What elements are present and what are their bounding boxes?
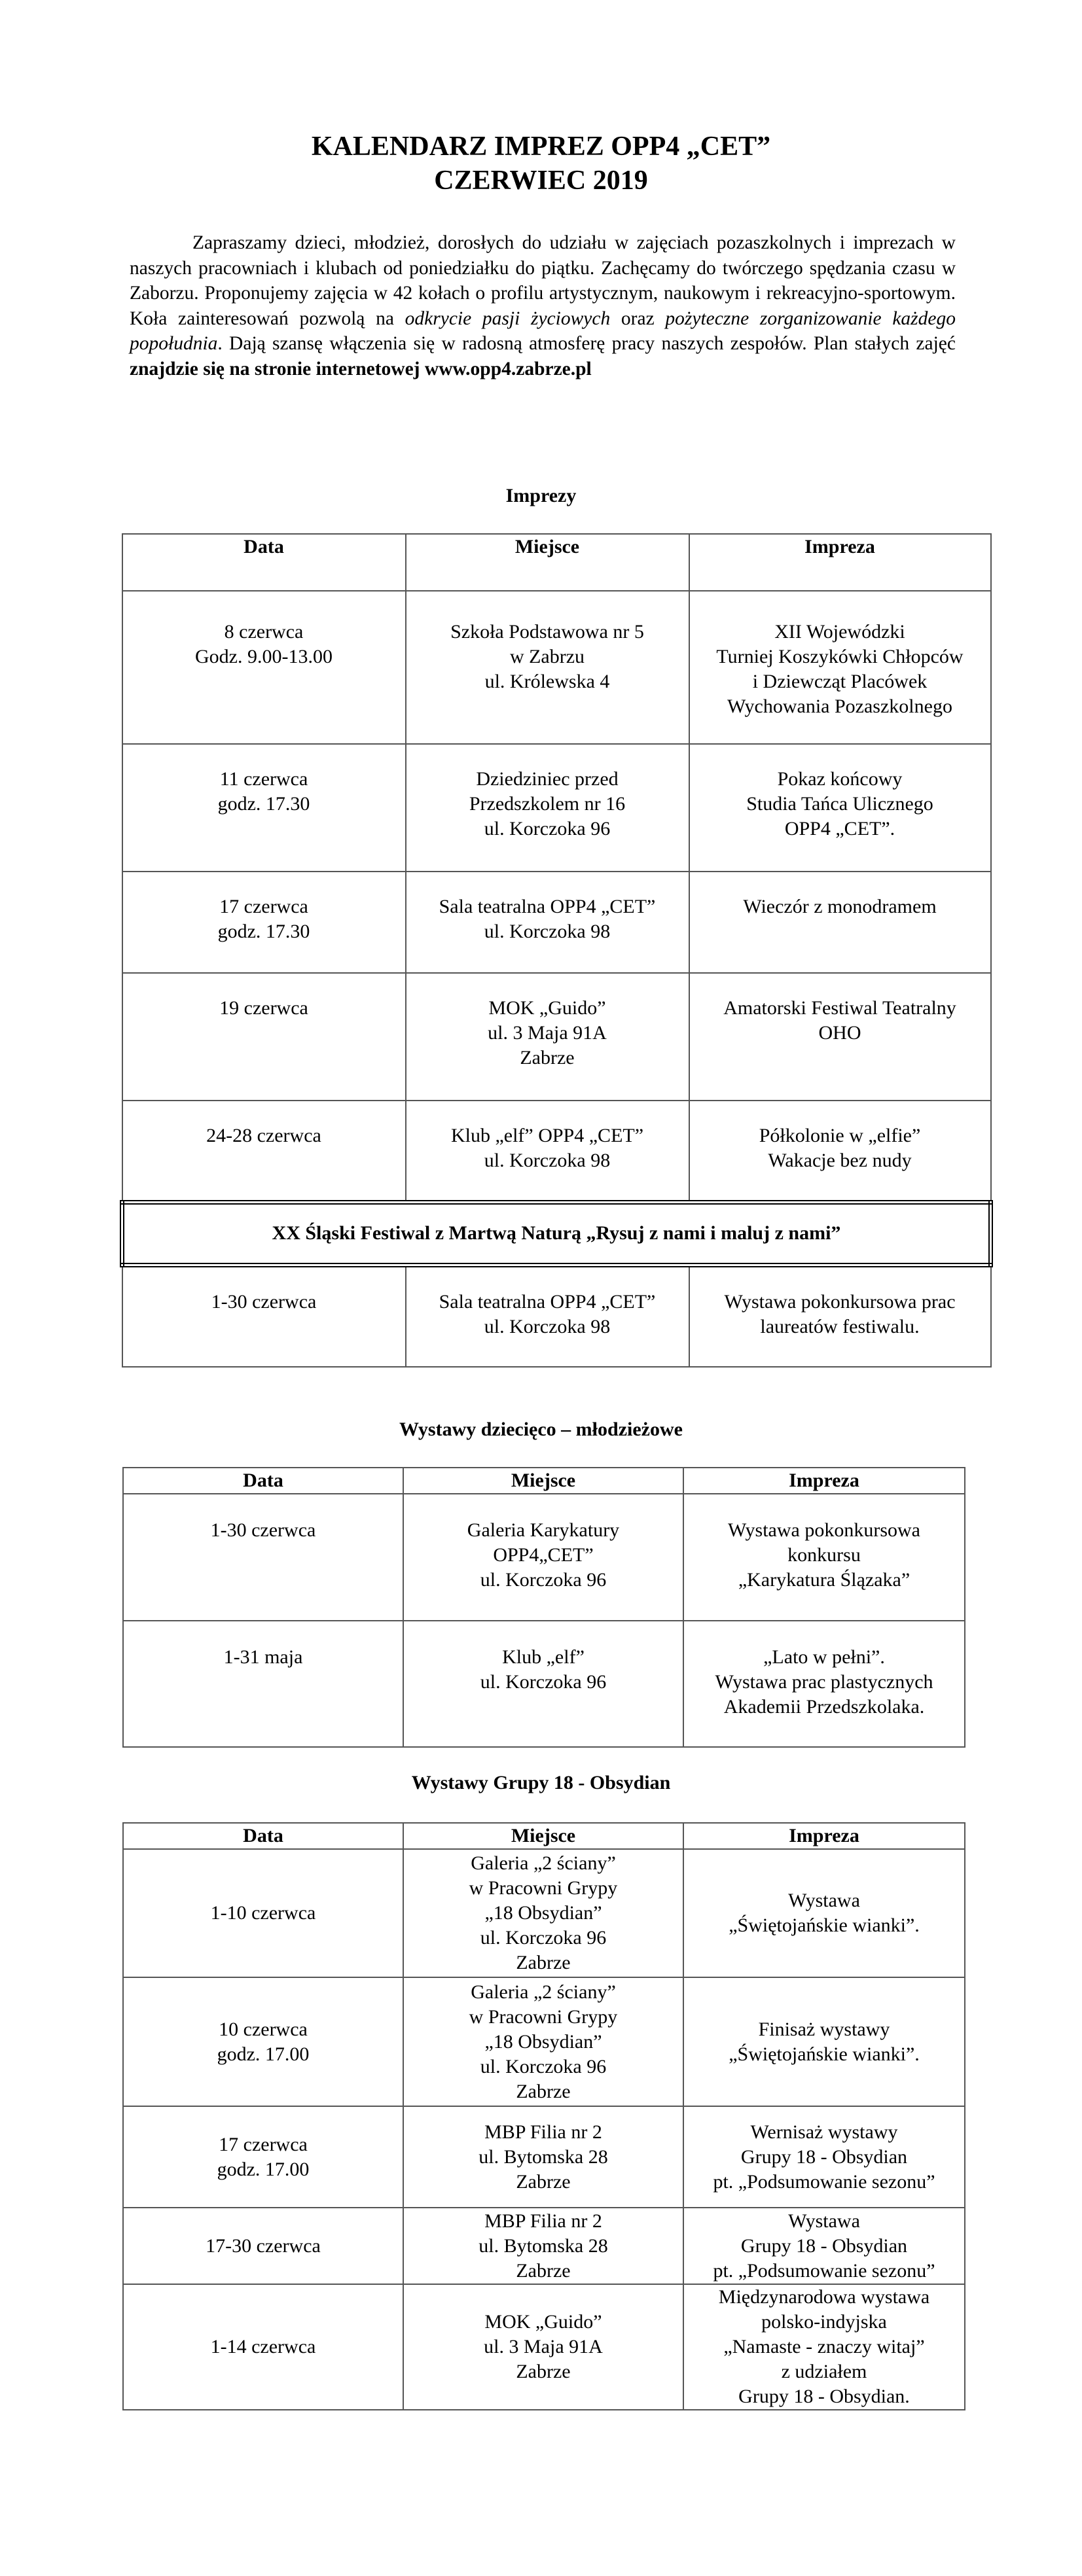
- exhibition-date: 10 czerwca godz. 17.00: [123, 1977, 403, 2106]
- exhibition-place: MBP Filia nr 2 ul. Bytomska 28 Zabrze: [403, 2208, 683, 2284]
- event-place: Szkoła Podstawowa nr 5 w Zabrzu ul. Królewska 4: [406, 591, 689, 744]
- intro-text-3: . Dają szansę włączenia się w radosną atmosferę pracy naszych zespołów. Plan stałych zajęć: [217, 333, 956, 354]
- exhibition-name: Wystawa pokonkursowa konkursu „Karykatura Ślązaka”: [683, 1494, 965, 1621]
- table-row: [122, 744, 991, 872]
- document-title: [0, 130, 1082, 198]
- event-name: Wystawa pokonkursowa prac laureatów festiwalu.: [689, 1265, 991, 1367]
- exhibition-name: Finisaż wystawy „Świętojańskie wianki”.: [683, 1977, 965, 2106]
- event-date: 17 czerwca godz. 17.30: [122, 872, 406, 973]
- exhibition-date: 17 czerwca godz. 17.00: [123, 2106, 403, 2208]
- children-exhibitions-heading: Wystawy dziecięco – młodzieżowe: [399, 1419, 683, 1440]
- group18-header-row: [123, 1823, 965, 1849]
- exhibition-name: Międzynarodowa wystawa polsko-indyjska „Namaste - znaczy witaj” z udziałem Grupy 18 - Obsydian.: [683, 2284, 965, 2410]
- events-table: [120, 533, 993, 1367]
- event-date: 19 czerwca: [122, 973, 406, 1101]
- table-row: [122, 1101, 991, 1202]
- event-name: XII Wojewódzki Turniej Koszykówki Chłopców i Dziewcząt Placówek Wychowania Pozaszkolnego: [689, 591, 991, 744]
- exhibition-name: Wystawa Grupy 18 - Obsydian pt. „Podsumowanie sezonu”: [683, 2208, 965, 2284]
- exhibition-date: 1-10 czerwca: [123, 1849, 403, 1977]
- exhibition-date: 17-30 czerwca: [123, 2208, 403, 2284]
- group18-table: [122, 1822, 965, 2410]
- column-header-place: Miejsce: [406, 534, 689, 591]
- exhibition-place: MOK „Guido” ul. 3 Maja 91A Zabrze: [403, 2284, 683, 2410]
- intro-strong: [130, 359, 592, 379]
- festival-banner-row: [122, 1202, 991, 1265]
- title-line-2: CZERWIEC 2019: [434, 166, 648, 196]
- intro-emphasis-1: odkrycie pasji życiowych: [405, 308, 611, 329]
- children-header-row: [123, 1468, 965, 1494]
- intro-strong-text: znajdzie się na stronie internetowej: [130, 358, 425, 379]
- event-name: Wieczór z monodramem: [689, 872, 991, 973]
- event-name: Amatorski Festiwal Teatralny OHO: [689, 973, 991, 1101]
- events-heading: Imprezy: [505, 485, 577, 506]
- column-header-place: Miejsce: [403, 1823, 683, 1849]
- event-date: 24-28 czerwca: [122, 1101, 406, 1202]
- table-row: [122, 591, 991, 744]
- title-line-1: KALENDARZ IMPREZ OPP4 „CET”: [311, 132, 771, 162]
- exhibition-place: Galeria „2 ściany” w Pracowni Grypy „18 Obsydian” ul. Korczoka 96 Zabrze: [403, 1849, 683, 1977]
- event-date: 1-30 czerwca: [122, 1265, 406, 1367]
- event-name: Półkolonie w „elfie” Wakacje bez nudy: [689, 1101, 991, 1202]
- event-place: Sala teatralna OPP4 „CET” ul. Korczoka 98: [406, 1265, 689, 1367]
- event-date: 8 czerwca Godz. 9.00-13.00: [122, 591, 406, 744]
- intro-text-2: oraz: [610, 308, 666, 329]
- exhibition-name: Wystawa „Świętojańskie wianki”.: [683, 1849, 965, 1977]
- exhibition-place: Klub „elf” ul. Korczoka 96: [403, 1621, 683, 1747]
- column-header-date: Data: [123, 1468, 403, 1494]
- festival-banner: XX Śląski Festiwal z Martwą Naturą „Rysuj z nami i maluj z nami”: [122, 1202, 991, 1265]
- group18-heading: Wystawy Grupy 18 - Obsydian: [411, 1772, 671, 1793]
- column-header-date: Data: [122, 534, 406, 591]
- intro-emphasis-2: pożyteczne zorganizowanie każdego popołudnia: [130, 308, 956, 354]
- exhibition-name: „Lato w pełni”. Wystawa prac plastycznych Akademii Przedszkolaka.: [683, 1621, 965, 1747]
- event-place: Dziedziniec przed Przedszkolem nr 16 ul. Korczoka 96: [406, 744, 689, 872]
- exhibition-date: 1-30 czerwca: [123, 1494, 403, 1621]
- event-name: Pokaz końcowy Studia Tańca Ulicznego OPP4 „CET”.: [689, 744, 991, 872]
- table-row: [123, 1849, 965, 1977]
- table-row: [123, 2284, 965, 2410]
- event-place: Sala teatralna OPP4 „CET” ul. Korczoka 98: [406, 872, 689, 973]
- table-row: [123, 2106, 965, 2208]
- exhibition-name: Wernisaż wystawy Grupy 18 - Obsydian pt. „Podsumowanie sezonu”: [683, 2106, 965, 2208]
- table-row: [123, 1494, 965, 1621]
- intro-text-1: Zapraszamy dzieci, młodzież, dorosłych do udziału w zajęciach pozaszkolnych i imprezach w naszych pracowniach i klubach od poniedziałku do piątku. Zachęcamy do twórczego spędzania czasu w Zaborzu. Proponujemy zajęcia w 42 kołach o profilu artystycznym, naukowym i rekreacyjno-sportowym. Koła zainteresowań pozwolą na: [130, 232, 956, 329]
- exhibition-date: 1-14 czerwca: [123, 2284, 403, 2410]
- events-header-row: [122, 534, 991, 591]
- event-date: 11 czerwca godz. 17.30: [122, 744, 406, 872]
- table-row: [123, 1977, 965, 2106]
- table-row: [123, 2208, 965, 2284]
- exhibition-place: MBP Filia nr 2 ul. Bytomska 28 Zabrze: [403, 2106, 683, 2208]
- event-place: Klub „elf” OPP4 „CET” ul. Korczoka 98: [406, 1101, 689, 1202]
- exhibition-date: 1-31 maja: [123, 1621, 403, 1747]
- column-header-place: Miejsce: [403, 1468, 683, 1494]
- table-row: [122, 1265, 991, 1367]
- table-row: [123, 1621, 965, 1747]
- column-header-event: Impreza: [683, 1468, 965, 1494]
- table-row: [122, 973, 991, 1101]
- table-row: [122, 872, 991, 973]
- column-header-date: Data: [123, 1823, 403, 1849]
- intro-paragraph: [130, 230, 956, 381]
- event-place: MOK „Guido” ul. 3 Maja 91A Zabrze: [406, 973, 689, 1101]
- column-header-event: Impreza: [689, 534, 991, 591]
- website-link[interactable]: www.opp4.zabrze.pl: [424, 358, 592, 379]
- exhibition-place: Galeria „2 ściany” w Pracowni Grypy „18 Obsydian” ul. Korczoka 96 Zabrze: [403, 1977, 683, 2106]
- column-header-event: Impreza: [683, 1823, 965, 1849]
- exhibition-place: Galeria Karykatury OPP4„CET” ul. Korczoka 96: [403, 1494, 683, 1621]
- children-exhibitions-table: [122, 1467, 965, 1748]
